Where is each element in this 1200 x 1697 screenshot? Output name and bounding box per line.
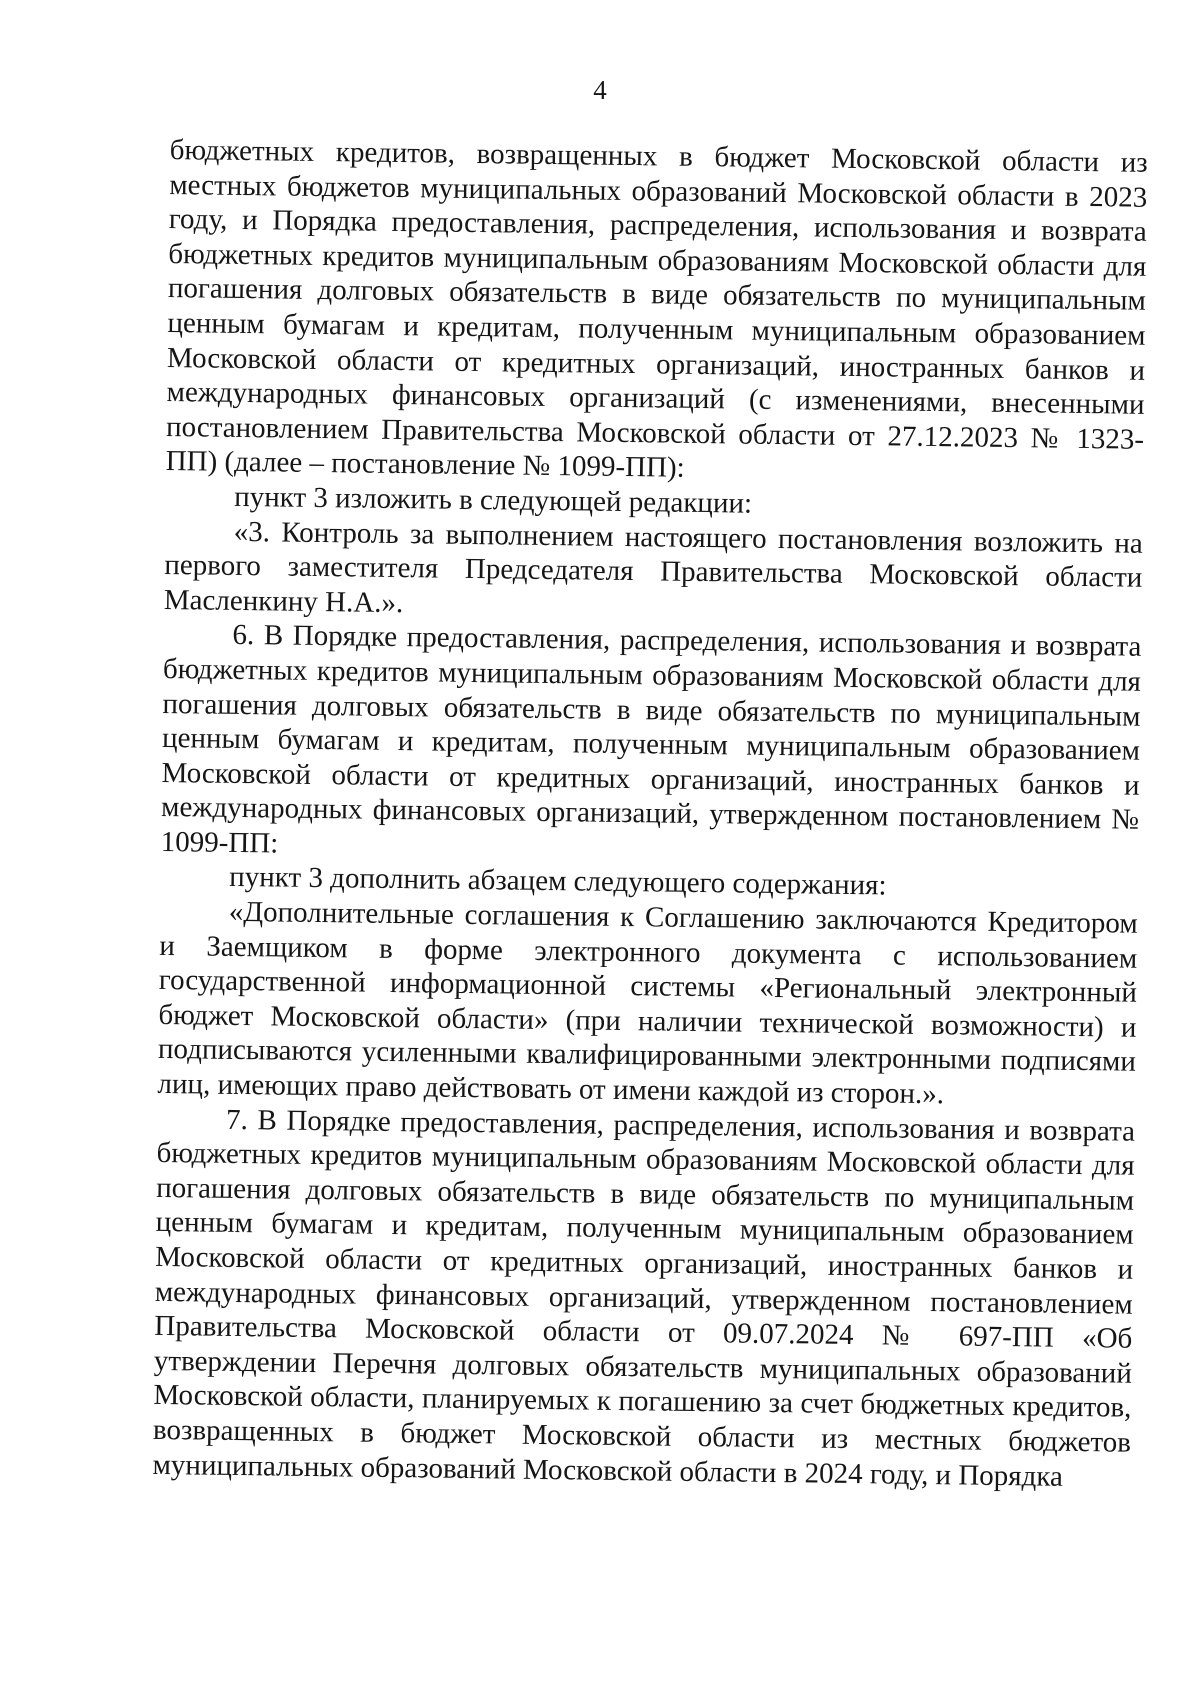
paragraph-continuation: бюджетных кредитов, возвращенных в бюджет Московской области из местных бюджетов муниципальных образований Московской области в 2023 году, и Порядка предоставления, распределения, использования и возврата бюджетных кредитов муниципальным образованиям Московской области для погашения долговых обязательств в виде обязательств по муниципальным ценным бумагам и кредитам, полученным муниципальным образованием Московской области от кредитных организаций, иностранных банков и международных финансовых организаций (с изменениями, внесенными постановлением Правительства Московской области от 27.12.2023 № 1323-ПП) (далее – постановление № 1099-ПП): — [165, 133, 1148, 485]
paragraph-item-6-clause-text: «Дополнительные соглашения к Соглашению заключаются Кредитором и Заемщиком в форме электронного документа с использованием государственной информационной системы «Региональный электронный бюджет Московской области» (при наличии технической возможности) и подписываются усиленными квалифицированными электронными подписями лиц, имеющих право действовать от имени каждой из сторон.». — [157, 895, 1138, 1111]
paragraph-clause-3-intro: пункт 3 изложить в следующей редакции: — [234, 480, 753, 520]
document-body — [152, 133, 1148, 1495]
paragraph-item-7: 7. В Порядке предоставления, распределения, использования и возврата бюджетных кредитов муниципальным образованиям Московской области для погашения долговых обязательств в виде обязательств по муниципальным ценным бумагам и кредитам, полученным муниципальным образованием Московской области от кредитных организаций, иностранных банков и международных финансовых организаций, утвержденном постановлением Правительства Московской области от 09.07.2024 № 697-ПП «Об утверждении Перечня долговых обязательств муниципальных образований Московской области, планируемых к погашению за счет бюджетных кредитов, возвращенных в бюджет Московской области из местных бюджетов муниципальных образований Московской области в 2024 году, и Порядка — [152, 1103, 1136, 1493]
page-number: 4 — [593, 75, 607, 105]
paragraph-item-6: 6. В Порядке предоставления, распределения, использования и возврата бюджетных кредитов муниципальным образованиям Московской области для погашения долговых обязательств в виде обязательств по муниципальным ценным бумагам и кредитам, полученным муниципальным образованием Московской области от кредитных организаций, иностранных банков и международных финансовых организаций, утвержденном постановлением № 1099-ПП: — [160, 619, 1142, 860]
paragraph-item-6-clause-intro: пункт 3 дополнить абзацем следующего содержания: — [229, 861, 887, 902]
paragraph-clause-3-text: «3. Контроль за выполнением настоящего постановления возложить на первого заместителя Председателя Правительства Московской области Масленкину Н.А.». — [163, 515, 1143, 619]
